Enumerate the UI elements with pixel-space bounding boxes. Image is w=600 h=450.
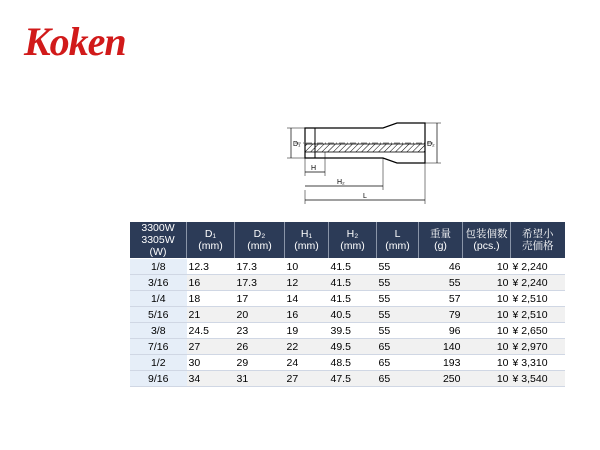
section-hatch <box>305 144 425 152</box>
cell-price: ¥ 2,970 <box>511 339 565 355</box>
label-h2: H₂ <box>337 179 345 186</box>
header-h2: H₂ (mm) <box>329 222 377 259</box>
table-row <box>130 275 565 291</box>
cell-size: 3/16 <box>130 275 187 291</box>
label-l: L <box>363 193 367 200</box>
cell-h2: 47.5 <box>329 371 377 387</box>
cell-price: ¥ 3,310 <box>511 355 565 371</box>
cell-d1: 16 <box>187 275 235 291</box>
cell-weight: 79 <box>419 307 463 323</box>
cell-h1: 16 <box>285 307 329 323</box>
cell-price: ¥ 2,510 <box>511 307 565 323</box>
cell-pack-qty: 10 <box>463 339 511 355</box>
cell-d2: 29 <box>235 355 285 371</box>
cell-h2: 48.5 <box>329 355 377 371</box>
cell-l: 55 <box>377 307 419 323</box>
cell-d1: 27 <box>187 339 235 355</box>
cell-weight: 250 <box>419 371 463 387</box>
cell-d2: 17.3 <box>235 275 285 291</box>
header-d2: D₂ (mm) <box>235 222 285 259</box>
table-header-row <box>130 222 565 259</box>
cell-weight: 193 <box>419 355 463 371</box>
table-row <box>130 339 565 355</box>
cell-pack-qty: 10 <box>463 323 511 339</box>
cell-l: 55 <box>377 275 419 291</box>
label-d1: D₁ <box>293 141 301 148</box>
socket-dimension-diagram <box>275 108 450 213</box>
cell-d2: 17 <box>235 291 285 307</box>
header-pack-qty: 包装個数 (pcs.) <box>463 222 511 259</box>
cell-d2: 17.3 <box>235 259 285 275</box>
cell-d2: 31 <box>235 371 285 387</box>
cell-price: ¥ 2,240 <box>511 275 565 291</box>
cell-h1: 24 <box>285 355 329 371</box>
cell-d1: 21 <box>187 307 235 323</box>
header-model: 3300W 3305W (W) <box>130 222 187 259</box>
header-l: L (mm) <box>377 222 419 259</box>
cell-d2: 20 <box>235 307 285 323</box>
cell-pack-qty: 10 <box>463 291 511 307</box>
cell-l: 65 <box>377 339 419 355</box>
cell-h1: 19 <box>285 323 329 339</box>
cell-d1: 24.5 <box>187 323 235 339</box>
cell-h2: 40.5 <box>329 307 377 323</box>
cell-pack-qty: 10 <box>463 371 511 387</box>
header-weight: 重量 (g) <box>419 222 463 259</box>
label-d2: D₂ <box>427 141 435 148</box>
header-price: 希望小 売価格 <box>511 222 565 259</box>
header-h1: H₁ (mm) <box>285 222 329 259</box>
table-row <box>130 355 565 371</box>
cell-weight: 57 <box>419 291 463 307</box>
cell-size: 1/8 <box>130 259 187 275</box>
cell-h2: 41.5 <box>329 291 377 307</box>
cell-l: 55 <box>377 323 419 339</box>
header-d1: D₁ (mm) <box>187 222 235 259</box>
cell-weight: 46 <box>419 259 463 275</box>
cell-d2: 26 <box>235 339 285 355</box>
cell-size: 7/16 <box>130 339 187 355</box>
cell-l: 55 <box>377 291 419 307</box>
cell-h2: 39.5 <box>329 323 377 339</box>
cell-h1: 10 <box>285 259 329 275</box>
cell-d2: 23 <box>235 323 285 339</box>
cell-pack-qty: 10 <box>463 355 511 371</box>
cell-price: ¥ 2,650 <box>511 323 565 339</box>
cell-h1: 22 <box>285 339 329 355</box>
cell-weight: 140 <box>419 339 463 355</box>
cell-size: 1/2 <box>130 355 187 371</box>
cell-weight: 55 <box>419 275 463 291</box>
cell-price: ¥ 2,510 <box>511 291 565 307</box>
cell-size: 3/8 <box>130 323 187 339</box>
cell-size: 1/4 <box>130 291 187 307</box>
cell-h1: 12 <box>285 275 329 291</box>
cell-pack-qty: 10 <box>463 275 511 291</box>
table-row <box>130 323 565 339</box>
cell-weight: 96 <box>419 323 463 339</box>
cell-size: 5/16 <box>130 307 187 323</box>
cell-d1: 34 <box>187 371 235 387</box>
table-row <box>130 307 565 323</box>
cell-h2: 41.5 <box>329 259 377 275</box>
cell-l: 55 <box>377 259 419 275</box>
cell-h1: 27 <box>285 371 329 387</box>
cell-h2: 41.5 <box>329 275 377 291</box>
spec-table <box>130 222 565 387</box>
koken-logo: Koken <box>24 19 126 64</box>
cell-l: 65 <box>377 355 419 371</box>
label-h: H <box>311 165 317 172</box>
cell-d1: 30 <box>187 355 235 371</box>
table-row <box>130 371 565 387</box>
cell-h1: 14 <box>285 291 329 307</box>
cell-price: ¥ 2,240 <box>511 259 565 275</box>
table-row <box>130 259 565 275</box>
cell-d1: 12.3 <box>187 259 235 275</box>
table-row <box>130 291 565 307</box>
cell-d1: 18 <box>187 291 235 307</box>
cell-h2: 49.5 <box>329 339 377 355</box>
cell-l: 65 <box>377 371 419 387</box>
cell-pack-qty: 10 <box>463 259 511 275</box>
cell-price: ¥ 3,540 <box>511 371 565 387</box>
cell-size: 9/16 <box>130 371 187 387</box>
cell-pack-qty: 10 <box>463 307 511 323</box>
